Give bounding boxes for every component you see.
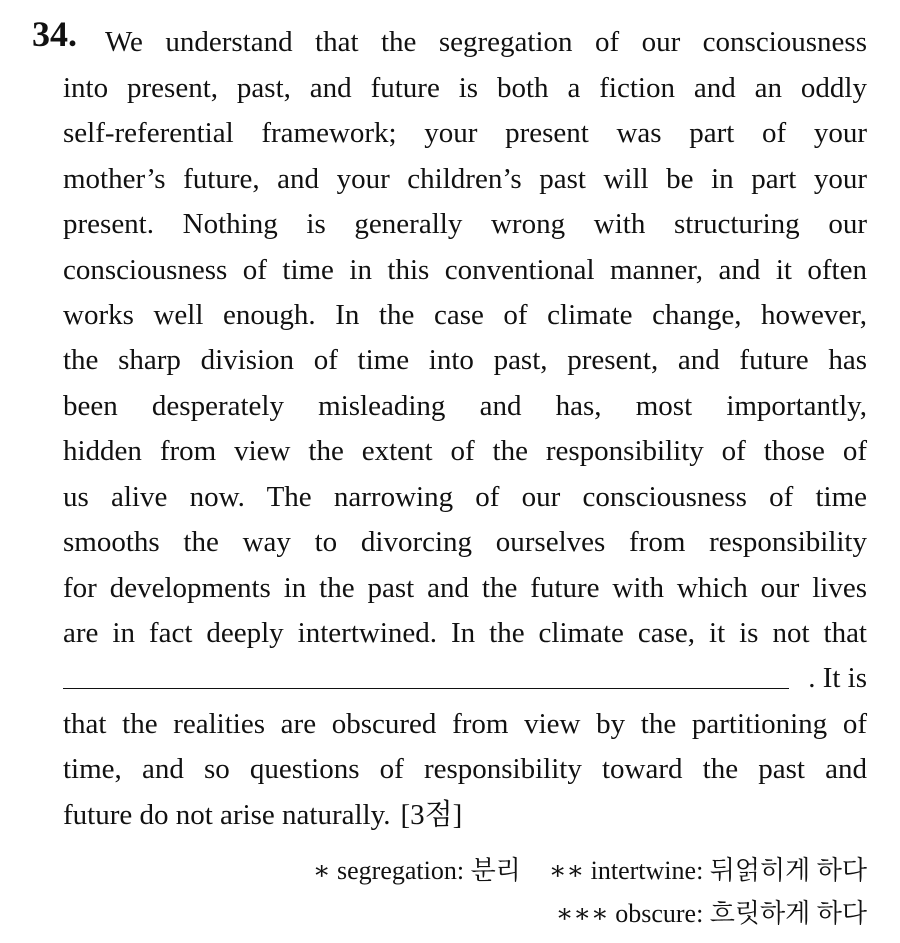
footnote-segregation: ∗ segregation: 분리	[312, 856, 521, 885]
passage-line: mother’s future, and your children’s past will be in part your	[63, 163, 867, 195]
passage-line: into present, past, and future is both a fiction and an oddly	[63, 72, 867, 104]
answer-blank[interactable]	[63, 688, 789, 689]
passage-line: smooths the way to divorcing ourselves from responsibility	[63, 526, 867, 558]
footnote-row-1	[313, 855, 867, 887]
blank-tail-text: . It is	[808, 662, 867, 694]
passage-line: the sharp division of time into past, present, and future has	[63, 344, 867, 376]
passage-line: We understand that the segregation of our consciousness	[105, 26, 867, 58]
footnote-intertwine: ∗∗ intertwine: 뒤얽히게 하다	[548, 856, 867, 885]
passage-line: been desperately misleading and has, most importantly,	[63, 390, 867, 422]
passage-line: hidden from view the extent of the responsibility of those of	[63, 435, 867, 467]
passage-line: that the realities are obscured from view by the partitioning of	[63, 708, 867, 740]
passage-line: are in fact deeply intertwined. In the climate case, it is not that	[63, 617, 867, 649]
passage-line: present. Nothing is generally wrong with structuring our	[63, 208, 867, 240]
passage-line: works well enough. In the case of climate change, however,	[63, 299, 867, 331]
points-label: [3점]	[400, 799, 463, 831]
passage-line-text: future do not arise naturally.	[63, 799, 391, 831]
footnote-obscure: ∗∗∗ obscure: 흐릿하게 하다	[555, 899, 867, 928]
passage-line: self-referential framework; your present was part of your	[63, 117, 867, 149]
passage-line: for developments in the past and the future with which our lives	[63, 572, 867, 604]
passage-line: consciousness of time in this conventional manner, and it often	[63, 254, 867, 286]
question-number: 34.	[32, 14, 77, 54]
passage-line: us alive now. The narrowing of our consciousness of time	[63, 481, 867, 513]
passage-line: time, and so questions of responsibility toward the past and	[63, 753, 867, 785]
passage-last-line	[63, 798, 867, 832]
answer-blank-line	[63, 661, 867, 695]
footnote-row-2	[556, 898, 867, 930]
